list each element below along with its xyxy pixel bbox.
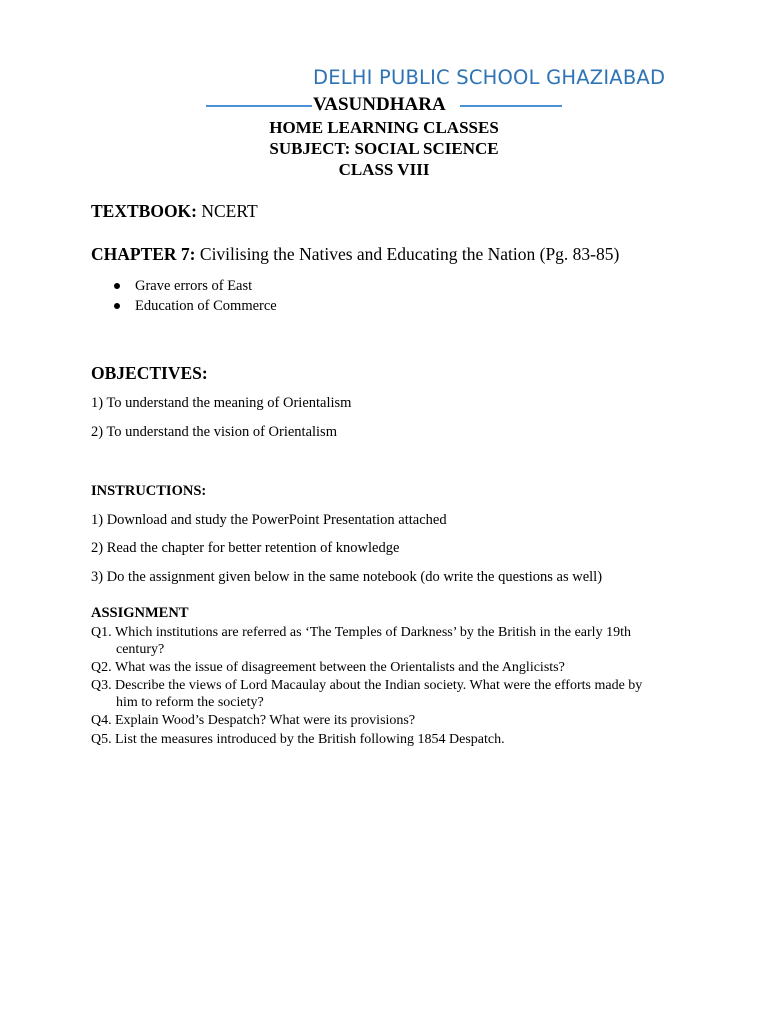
bullet-icon — [114, 283, 120, 289]
assignment-heading: ASSIGNMENT — [91, 605, 189, 621]
instruction-item: 1) Download and study the PowerPoint Presentation attached — [91, 512, 447, 528]
list-item: Grave errors of East — [112, 276, 277, 296]
school-name: DELHI PUBLIC SCHOOL GHAZIABAD — [313, 66, 666, 89]
textbook-line — [91, 201, 258, 222]
objectives-heading: OBJECTIVES: — [91, 363, 208, 383]
decorative-line-left — [206, 105, 312, 107]
chapter-line — [91, 244, 619, 265]
objective-item: 1) To understand the meaning of Orientalism — [91, 395, 352, 411]
program-title: HOME LEARNING CLASSES — [269, 118, 499, 137]
question-item: Q3. Describe the views of Lord Macaulay about the Indian society. What were the efforts made by him to reform the society? — [91, 678, 643, 710]
instruction-item: 3) Do the assignment given below in the same notebook (do write the questions as well) — [91, 569, 603, 585]
question-item: Q5. List the measures introduced by the British following 1854 Despatch. — [91, 732, 505, 747]
question-item: Q1. Which institutions are referred as ‘The Temples of Darkness’ by the British in the early 19th century? — [91, 625, 631, 657]
subject-title: SUBJECT: SOCIAL SCIENCE — [269, 139, 499, 158]
chapter-label: CHAPTER 7: — [91, 244, 196, 264]
bullet-icon — [114, 303, 120, 309]
chapter-topics — [112, 276, 277, 316]
list-item: Education of Commerce — [112, 296, 277, 316]
objective-item: 2) To understand the vision of Orientalism — [91, 424, 337, 440]
class-title: CLASS VIII — [338, 160, 430, 179]
question-item: Q4. Explain Wood’s Despatch? What were its provisions? — [91, 713, 416, 728]
question-item: Q2. What was the issue of disagreement between the Orientalists and the Anglicists? — [91, 660, 565, 675]
chapter-title: Civilising the Natives and Educating the Nation (Pg. 83-85) — [199, 244, 620, 264]
branch-name: VASUNDHARA — [313, 94, 446, 115]
textbook-value: NCERT — [201, 201, 258, 221]
textbook-label: TEXTBOOK: — [91, 201, 197, 221]
instruction-item: 2) Read the chapter for better retention of knowledge — [91, 540, 400, 556]
instructions-heading: INSTRUCTIONS: — [91, 483, 207, 499]
branch-row — [200, 94, 570, 118]
decorative-line-right — [460, 105, 562, 107]
